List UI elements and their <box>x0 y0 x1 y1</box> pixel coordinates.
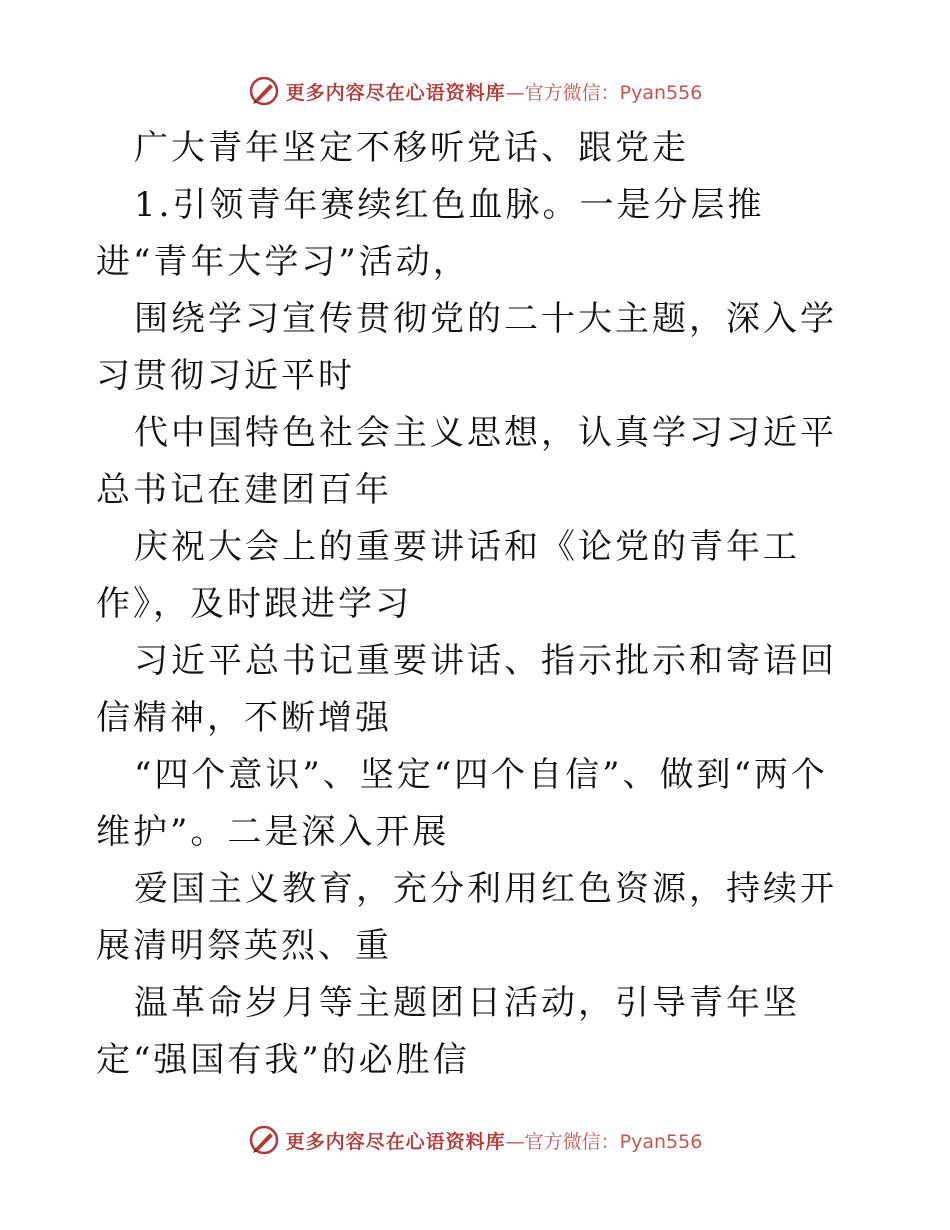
pen-logo-icon <box>248 1124 280 1156</box>
header-watermark <box>0 71 950 111</box>
footer-brand-text: 更多内容尽在心语资料库 <box>285 1130 506 1153</box>
header-brand-text: 更多内容尽在心语资料库 <box>285 81 506 104</box>
paragraph: 温革命岁月等主题团日活动，引导青年坚定“强国有我”的必胜信 <box>96 983 800 1080</box>
paragraph: 爱国主义教育，充分利用红色资源，持续开展清明祭英烈、重 <box>96 869 837 966</box>
paragraph: 围绕学习宣传贯彻党的二十大主题，深入学习贯彻习近平时 <box>96 299 837 396</box>
paragraph: 1.引领青年赛续红色血脉。一是分层推进“青年大学习”活动， <box>96 185 765 282</box>
footer-watermark <box>0 1120 950 1160</box>
pen-logo-icon <box>248 75 280 107</box>
paragraph: “四个意识”、坚定“四个自信”、做到“两个维护”。二是深入开展 <box>96 755 828 852</box>
document-body <box>96 120 856 1089</box>
paragraph: 习近平总书记重要讲话、指示批示和寄语回信精神，不断增强 <box>96 641 837 738</box>
paragraph: 广大青年坚定不移听党话、跟党走 <box>134 128 689 168</box>
header-contact-text: —官方微信：Pyan556 <box>505 81 703 104</box>
paragraph: 代中国特色社会主义思想，认真学习习近平总书记在建团百年 <box>96 413 837 510</box>
paragraph: 庆祝大会上的重要讲话和《论党的青年工作》，及时跟进学习 <box>96 527 800 624</box>
footer-contact-text: —官方微信：Pyan556 <box>505 1130 703 1153</box>
